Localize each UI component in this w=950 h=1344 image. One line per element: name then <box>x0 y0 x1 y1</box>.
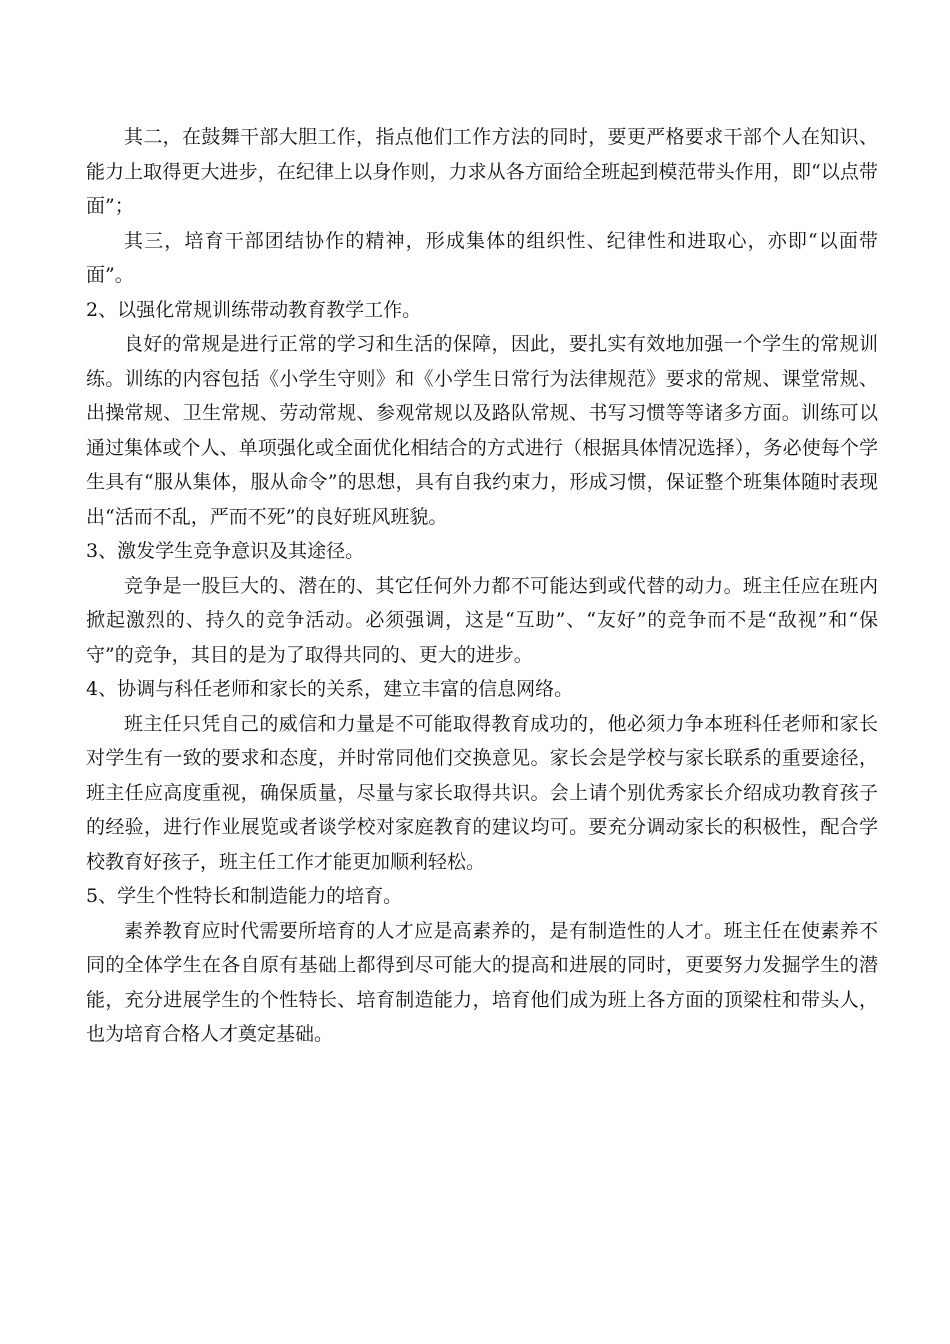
paragraph-routine-training: 良好的常规是进行正常的学习和生活的保障，因此，要扎实有效地加强一个学生的常规训练。训练的内容包括《小学生守则》和《小学生日常行为法律规范》要求的常规、课堂常规、出操常规、卫生常规、劳动常规、参观常规以及路队常规、书写习惯等等诸多方面。训练可以通过集体或个人、单项强化或全面优化相结合的方式进行（根据具体情况选择），务必使每个学生具有“服从集体，服从命令”的思想，具有自我约束力，形成习惯，保证整个班集体随时表现出“活而不乱，严而不死”的良好班风班貌。 <box>86 333 878 528</box>
paragraph-competition: 竞争是一股巨大的、潜在的、其它任何外力都不可能达到或代替的动力。班主任应在班内掀起激烈的、持久的竞争活动。必须强调，这是“互助”、“友好”的竞争而不是“敌视”和“保守”的竞争，其目的是为了取得共同的、更大的进步。 <box>86 574 878 666</box>
paragraph-teachers-parents: 班主任只凭自己的威信和力量是不可能取得教育成功的，他必须力争本班科任老师和家长对学生有一致的要求和态度，并时常同他们交换意见。家长会是学校与家长联系的重要途径，班主任应高度重视，确保质量，尽量与家长取得共识。会上请个别优秀家长介绍成功教育孩子的经验，进行作业展览或者谈学校对家庭教育的建议均可。要充分调动家长的积极性，配合学校教育好孩子，班主任工作才能更加顺利轻松。 <box>86 712 878 873</box>
paragraph-talent-creativity: 素养教育应时代需要所培育的人才应是高素养的，是有制造性的人才。班主任在使素养不同的全体学生在各自原有基础上都得到尽可能大的提高和进展的同时，更要努力发掘学生的潜能，充分进展学生的个性特长、培育制造能力，培育他们成为班上各方面的顶梁柱和带头人，也为培育合格人才奠定基础。 <box>86 919 878 1045</box>
document-page <box>86 120 878 1052</box>
section-heading-4: 4、协调与科任老师和家长的关系，建立丰富的信息网络。 <box>86 678 574 700</box>
section-heading-3: 3、激发学生竞争意识及其途径。 <box>86 540 365 562</box>
section-heading-5: 5、学生个性特长和制造能力的培育。 <box>86 885 403 907</box>
paragraph-cadre-teamwork: 其三，培育干部团结协作的精神，形成集体的组织性、纪律性和进取心，亦即“以面带面”。 <box>86 229 878 286</box>
paragraph-cadre-example: 其二，在鼓舞干部大胆工作，指点他们工作方法的同时，要更严格要求干部个人在知识、能力上取得更大进步，在纪律上以身作则，力求从各方面给全班起到模范带头作用，即“以点带面”； <box>86 126 878 217</box>
section-heading-2: 2、以强化常规训练带动教育教学工作。 <box>86 298 422 321</box>
